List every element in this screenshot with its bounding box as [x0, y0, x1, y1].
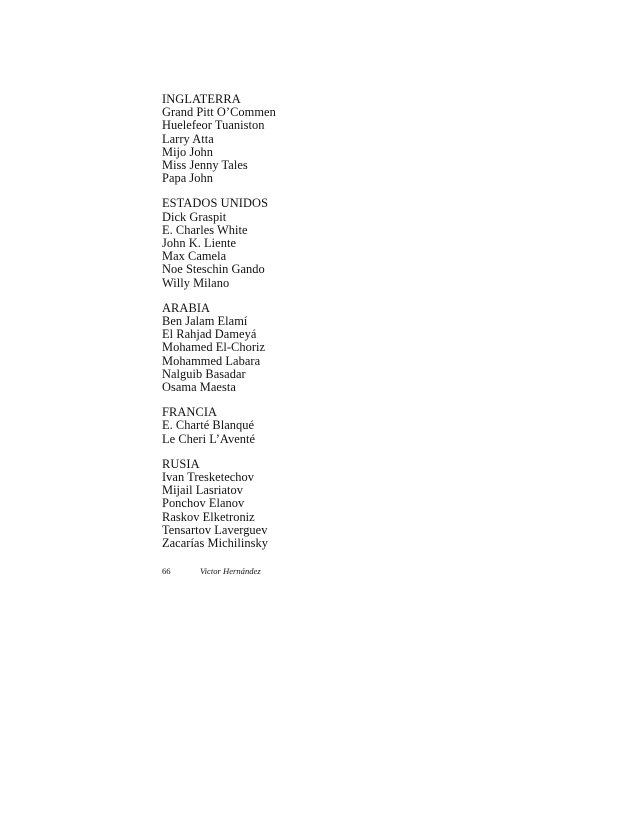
section-heading: RUSIA: [162, 456, 200, 471]
list-item: Dick Graspit: [162, 209, 227, 224]
list-item: Ponchov Elanov: [162, 496, 245, 511]
list-item: Huelefeor Tuaniston: [162, 118, 265, 133]
list-item: Mijail Lasriatov: [162, 483, 243, 498]
list-item: Mijo John: [162, 144, 214, 159]
list-item: E. Charles White: [162, 222, 248, 237]
list-item: Raskov Elketroniz: [162, 509, 255, 524]
list-item: Larry Atta: [162, 131, 214, 146]
section-inglaterra: [162, 93, 462, 185]
list-item: Max Camela: [162, 249, 227, 264]
list-item: Papa John: [162, 171, 214, 186]
list-item: Grand Pitt O’Commen: [162, 105, 276, 120]
section-heading: INGLATERRA: [162, 92, 241, 106]
list-item: Osama Maesta: [162, 380, 236, 395]
list-item: John K. Liente: [162, 236, 236, 251]
list-item: E. Charté Blanqué: [162, 418, 255, 433]
list-item: Ben Jalam Elamí: [162, 314, 248, 329]
list-item: Mohamed El-Choriz: [162, 340, 266, 355]
page-number: 66: [162, 566, 171, 576]
list-item: Zacarías Michilinsky: [162, 536, 268, 551]
list-item: Ivan Tresketechov: [162, 470, 255, 485]
list-item: Noe Steschin Gando: [162, 262, 265, 277]
list-item: Nalguib Basadar: [162, 366, 246, 381]
name-list: [162, 93, 462, 562]
list-item: Willy Milano: [162, 275, 230, 290]
section-heading: FRANCIA: [162, 405, 218, 420]
section-francia: [162, 406, 462, 446]
page-footer: [162, 566, 261, 576]
list-item: El Rahjad Dameyá: [162, 327, 257, 342]
section-arabia: [162, 302, 462, 394]
list-item: Mohammed Labara: [162, 353, 261, 368]
section-estados-unidos: [162, 197, 462, 289]
section-heading: ESTADOS UNIDOS: [162, 196, 269, 211]
list-item: Tensartov Laverguev: [162, 522, 268, 537]
list-item: Miss Jenny Tales: [162, 158, 248, 173]
running-footer-author: Victor Hernández: [200, 566, 261, 576]
section-heading: ARABIA: [162, 300, 211, 315]
section-rusia: [162, 458, 462, 550]
list-item: Le Cheri L’Aventé: [162, 431, 256, 446]
